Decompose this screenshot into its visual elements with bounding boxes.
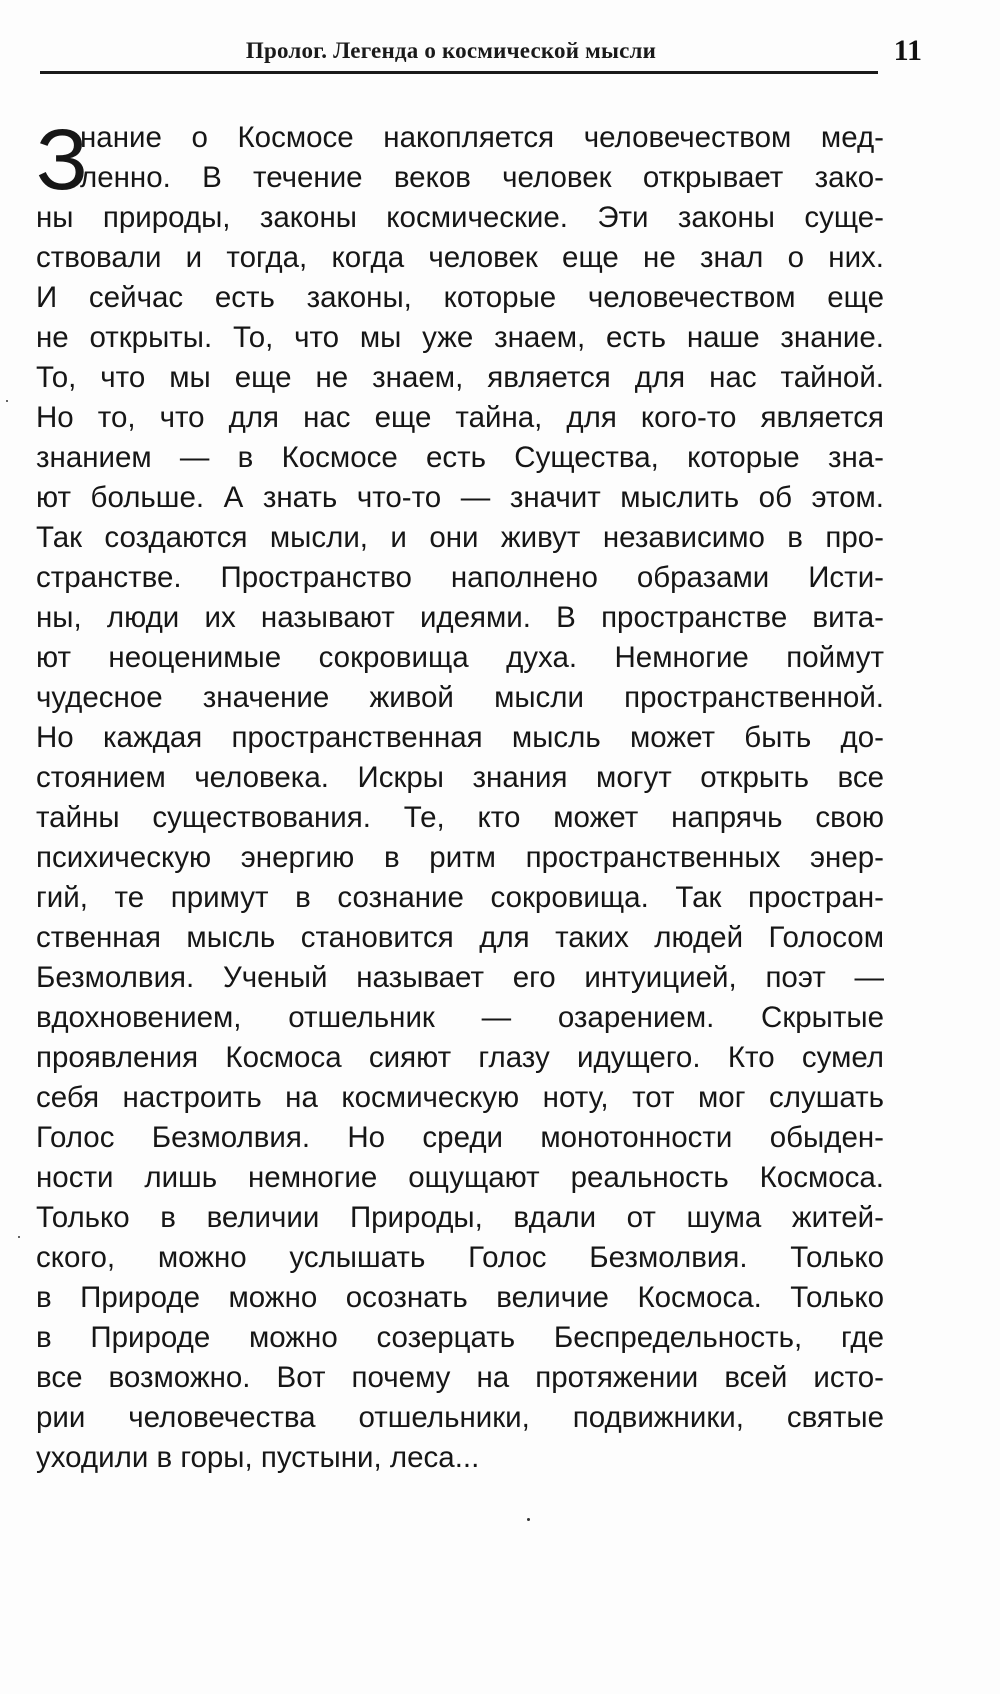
page-number: 11 bbox=[893, 34, 922, 67]
text-line: ны, люди их называют идеями. В пространстве вита- bbox=[36, 601, 884, 634]
text-line: знанием — в Космосе есть Существа, которые зна- bbox=[36, 441, 884, 474]
text-line: ности лишь немногие ощущают реальность Космоса. bbox=[36, 1161, 884, 1194]
text-line: ственная мысль становится для таких людей Голосом bbox=[36, 921, 884, 954]
text-line: психическую энергию в ритм пространственных энер- bbox=[36, 841, 884, 874]
header-rule bbox=[40, 71, 878, 74]
text-line: вдохновением, отшельник — озарением. Скрытые bbox=[36, 1001, 884, 1034]
text-line: Но каждая пространственная мысль может быть до- bbox=[36, 721, 884, 754]
print-speck bbox=[527, 1518, 530, 1521]
text-line: тайны существования. Те, кто может напрячь свою bbox=[36, 801, 884, 834]
text-line: ют больше. А знать что-то — значит мыслить об этом. bbox=[36, 481, 884, 514]
text-line: ствовали и тогда, когда человек еще не знал о них. bbox=[36, 241, 884, 274]
chapter-title: Пролог. Легенда о космической мысли bbox=[245, 38, 657, 63]
text-line: ского, можно услышать Голос Безмолвия. Только bbox=[36, 1241, 884, 1274]
body-paragraph bbox=[36, 112, 884, 1478]
text-line: стоянием человека. Искры знания могут открыть все bbox=[36, 761, 884, 794]
text-line: гий, те примут в сознание сокровища. Так простран- bbox=[36, 881, 884, 914]
text-line: Безмолвия. Ученый называет его интуицией, поэт — bbox=[36, 961, 884, 994]
text-line: ют неоценимые сокровища духа. Немногие поймут bbox=[36, 641, 884, 674]
text-line: странстве. Пространство наполнено образами Исти- bbox=[36, 561, 884, 594]
print-speck bbox=[18, 1236, 20, 1238]
text-line: чудесное значение живой мысли пространственной. bbox=[36, 681, 884, 714]
running-header bbox=[40, 34, 922, 74]
text-line: Так создаются мысли, и они живут независимо в про- bbox=[36, 521, 884, 554]
text-line: все возможно. Вот почему на протяжении всей исто- bbox=[36, 1361, 884, 1394]
text-line: То, что мы еще не знаем, является для нас тайной. bbox=[36, 361, 884, 394]
text-line: не открыты. То, что мы уже знаем, есть наше знание. bbox=[36, 321, 884, 354]
text-line: в Природе можно созерцать Беспредельность, где bbox=[36, 1321, 884, 1354]
text-line: себя настроить на космическую ноту, тот мог слушать bbox=[36, 1081, 884, 1114]
text-line-content: нание о Космосе накопляется человечеством мед- bbox=[80, 121, 884, 154]
text-line: Только в величии Природы, вдали от шума житей- bbox=[36, 1201, 884, 1234]
drop-cap: З bbox=[36, 112, 88, 208]
text-line: Но то, что для нас еще тайна, для кого-то является bbox=[36, 401, 884, 434]
text-line: ны природы, законы космические. Эти законы суще- bbox=[36, 201, 884, 234]
text-line: в Природе можно осознать величие Космоса. Только bbox=[36, 1281, 884, 1314]
text-line: ленно. В течение веков человек открывает зако- bbox=[80, 161, 884, 194]
print-speck bbox=[6, 400, 8, 402]
text-line-last: уходили в горы, пустыни, леса... bbox=[36, 1441, 480, 1474]
text-line: И сейчас есть законы, которые человечеством еще bbox=[36, 281, 884, 314]
text-line: проявления Космоса сияют глазу идущего. Кто сумел bbox=[36, 1041, 884, 1074]
text-line: рии человечества отшельники, подвижники, святые bbox=[36, 1401, 884, 1434]
text-line: Голос Безмолвия. Но среди монотонности обыден- bbox=[36, 1121, 884, 1154]
